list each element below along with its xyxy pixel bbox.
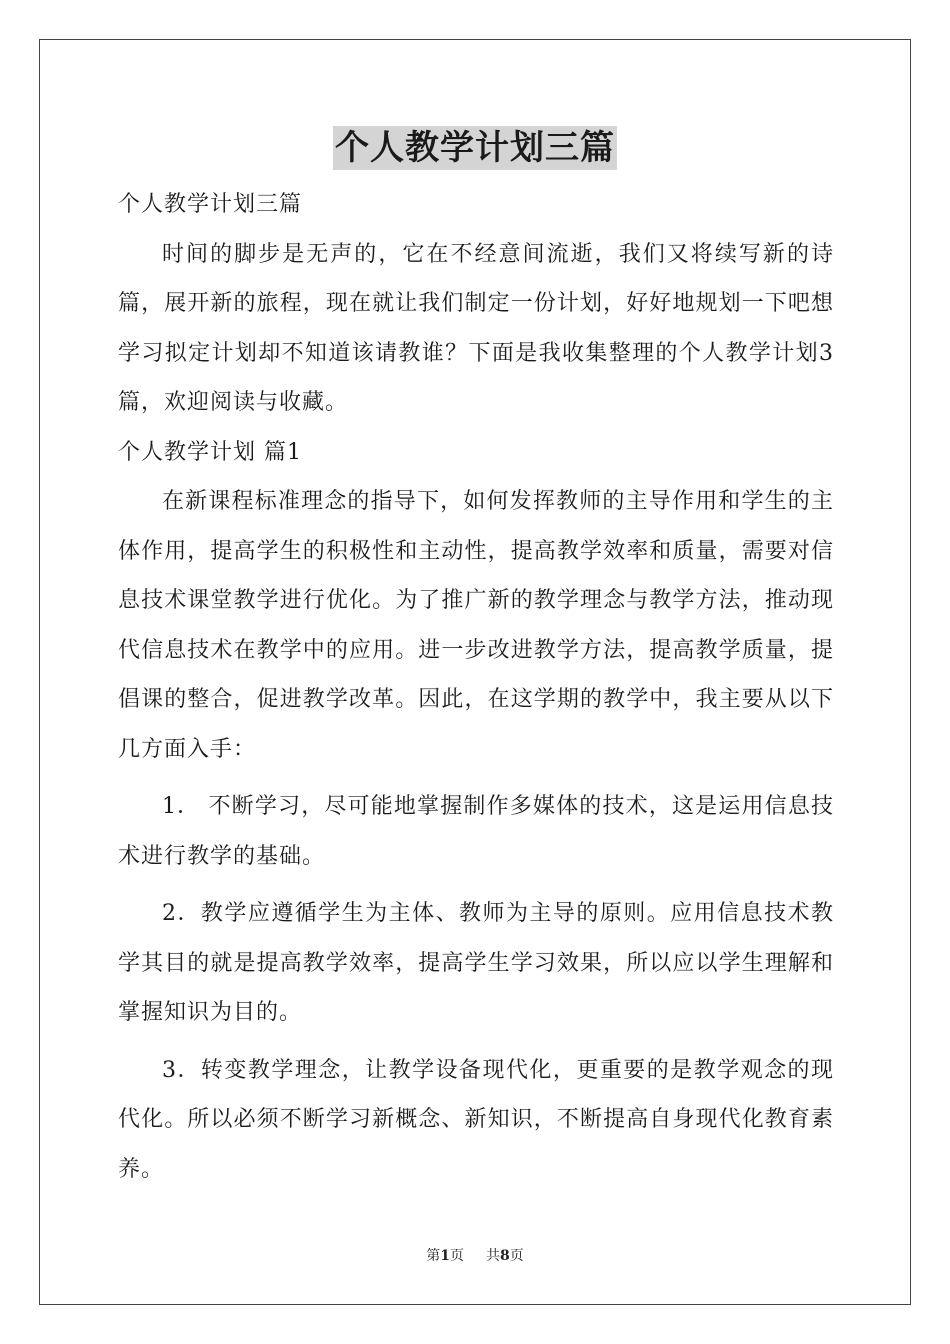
page-suffix: 页 — [450, 1248, 464, 1264]
document-body — [118, 180, 834, 1194]
document-title: 个人教学计划三篇 — [335, 128, 615, 168]
section-heading: 个人教学计划 篇1 — [118, 439, 302, 465]
list-item-1: 1． 不断学习，尽可能地掌握制作多媒体的技术，这是运用信息技术进行教学的基础。 — [118, 794, 834, 869]
title-container — [0, 126, 950, 170]
list-item-2: 2．教学应遵循学生为主体、教师为主导的原则。应用信息技术教学其目的就是提高教学效率，提高学生学习效果，所以应以学生理解和掌握知识为目的。 — [118, 901, 834, 1025]
intro-paragraph: 时间的脚步是无声的，它在不经意间流逝，我们又将续写新的诗篇，展开新的旅程，现在就让我们制定一份计划，好好地规划一下吧想学习拟定计划却不知道该请教谁？下面是我收集整理的个人教学计划3篇，欢迎阅读与收藏。 — [118, 241, 834, 415]
page-prefix: 第 — [426, 1248, 441, 1264]
total-suffix: 页 — [509, 1248, 524, 1264]
total-prefix: 共 — [486, 1248, 500, 1264]
list-item-3: 3．转变教学理念，让教学设备现代化，更重要的是教学观念的现代化。所以必须不断学习新概念、新知识，不断提高自身现代化教育素养。 — [118, 1057, 834, 1182]
subtitle-line: 个人教学计划三篇 — [118, 192, 303, 217]
body-paragraph: 在新课程标准理念的指导下，如何发挥教师的主导作用和学生的主体作用，提高学生的积极性和主动性，提高教学效率和质量，需要对信息技术课堂教学进行优化。为了推广新的教学理念与教学方法，推动现代信息技术在教学中的应用。进一步改进教学方法，提高教学质量，提倡课的整合，促进教学改革。因此，在这学期的教学中，我主要从以下几方面入手： — [118, 489, 834, 762]
page-current: 1 — [440, 1248, 450, 1264]
page-footer — [0, 1246, 950, 1266]
page-total: 8 — [500, 1248, 510, 1264]
